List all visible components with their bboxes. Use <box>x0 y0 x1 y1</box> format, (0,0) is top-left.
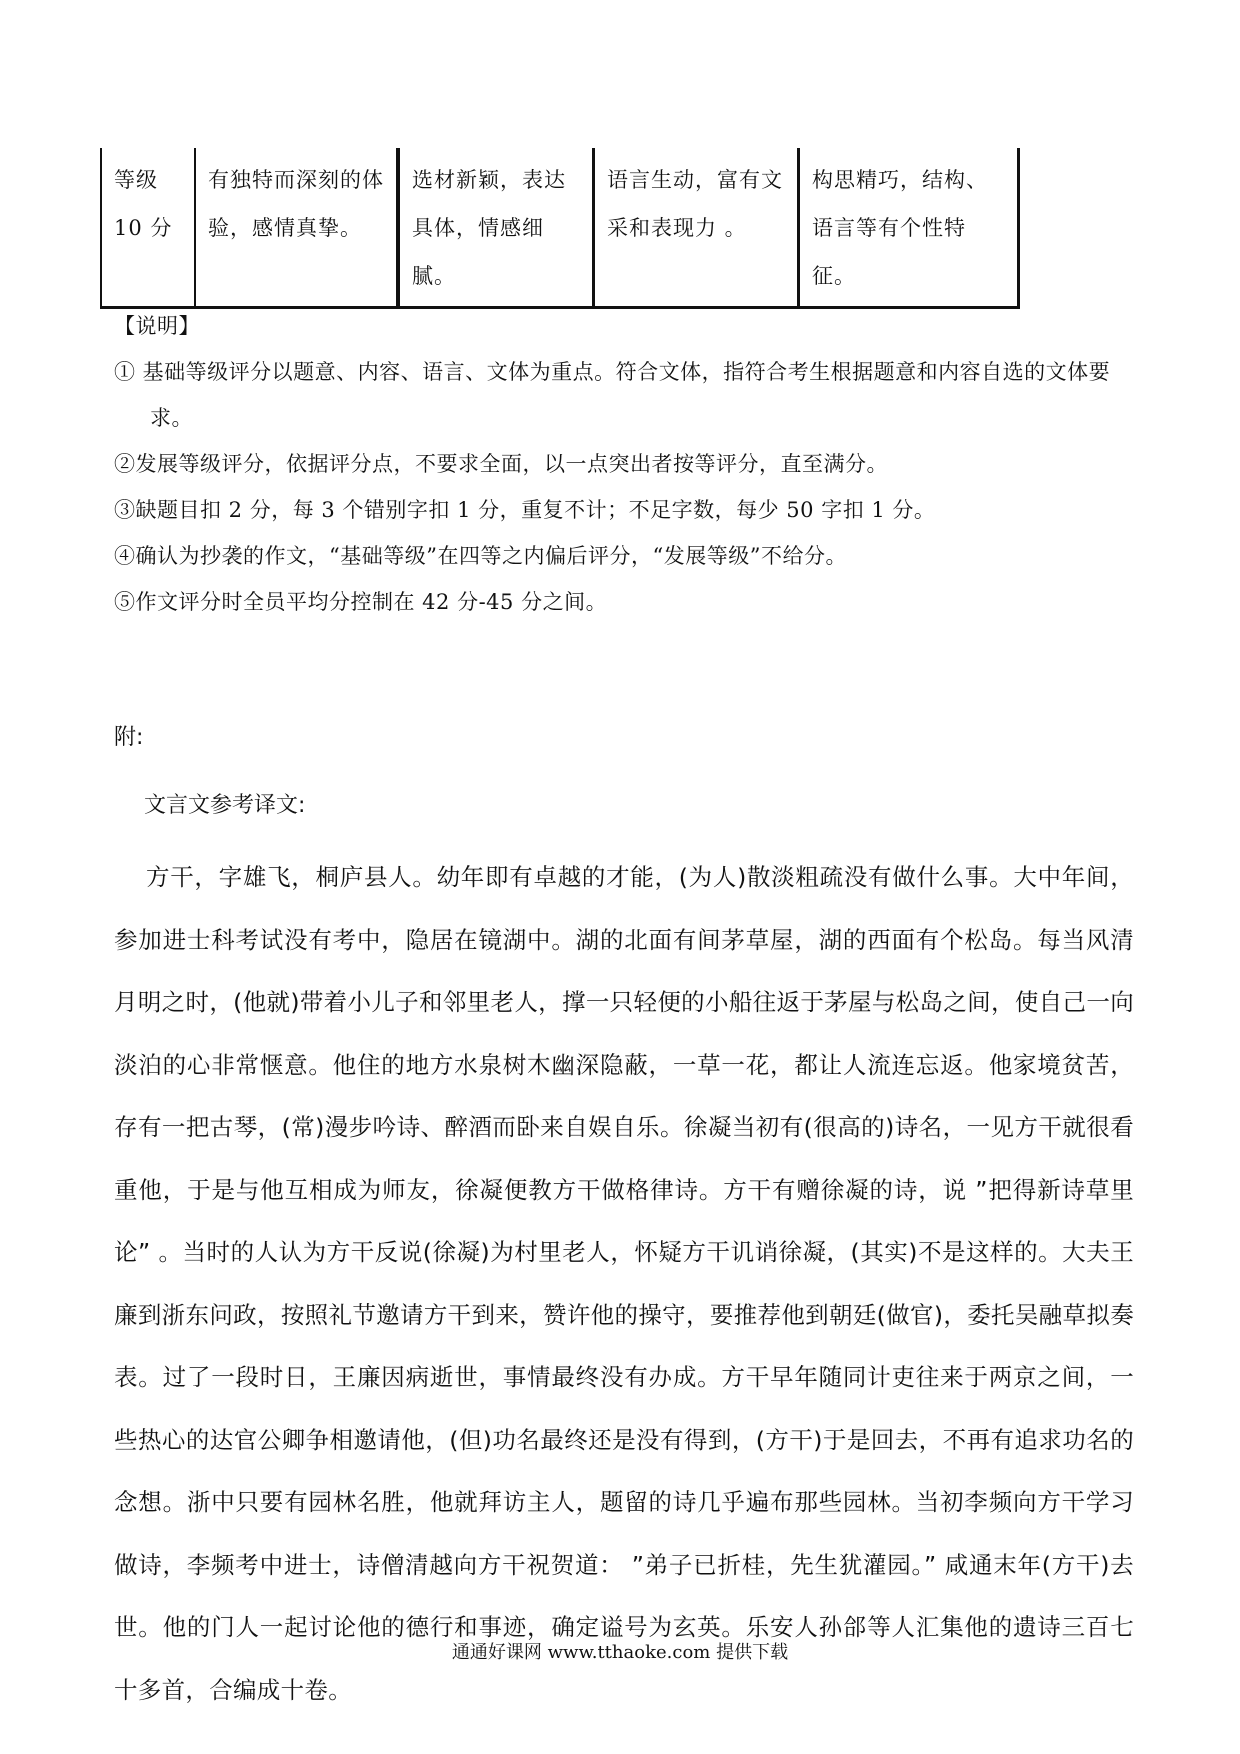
note-item-1: ① 基础等级评分以题意、内容、语言、文体为重点。符合文体，指符合考生根据题意和内容自选的文体要求。 <box>114 360 1111 430</box>
appendix-subtitle: 文言文参考译文: <box>144 793 306 818</box>
notes-heading: 【说明】 <box>114 314 200 338</box>
table-cell-language: 语言生动，富有文采和表现力 。 <box>594 148 799 308</box>
note-item-5: ⑤作文评分时全员平均分控制在 42 分-45 分之间。 <box>114 590 608 614</box>
table-cell-material: 选材新颖，表达具体，情感细腻。 <box>398 148 594 308</box>
table-cell-structure: 构思精巧，结构、语言等有个性特征。 <box>799 148 1019 308</box>
appendix-section <box>114 718 1134 1721</box>
grading-table <box>100 148 1020 309</box>
page-footer: 通通好课网 www.tthaoke.com 提供下载 <box>451 1642 789 1663</box>
table-row <box>101 148 1019 308</box>
note-item-3: ③缺题目扣 2 分，每 3 个错别字扣 1 分，重复不计；不足字数，每少 50 字扣 1 分。 <box>114 498 936 522</box>
appendix-label: 附: <box>114 725 144 750</box>
note-item-2: ②发展等级评分，依据评分点，不要求全面，以一点突出者按等评分，直至满分。 <box>114 452 888 476</box>
table-cell-grade: 等级10 分 <box>101 148 195 308</box>
table-cell-experience: 有独特而深刻的体验，感情真挚。 <box>195 148 398 308</box>
note-item-4: ④确认为抄袭的作文，“基础等级”在四等之内偏后评分，“发展等级”不给分。 <box>114 544 847 568</box>
notes-section <box>114 303 1134 625</box>
translation-paragraph: 方干，字雄飞，桐庐县人。幼年即有卓越的才能，(为人)散淡粗疏没有做什么事。大中年间，参加进士科考试没有考中，隐居在镜湖中。湖的北面有间茅草屋，湖的西面有个松岛。每当风清月明之时，(他就)带着小儿子和邻里老人，撑一只轻便的小船往返于茅屋与松岛之间，使自己一向淡泊的心非常惬意。他住的地方水泉树木幽深隐蔽，一草一花，都让人流连忘返。他家境贫苦，存有一把古琴，(常)漫步吟诗、醉酒而卧来自娱自乐。徐凝当初有(很高的)诗名，一见方干就很看重他，于是与他互相成为师友，徐凝便教方干做格律诗。方干有赠徐凝的诗，说 ”把得新诗草里论” 。当时的人认为方干反说(徐凝)为村里老人，怀疑方干讥诮徐凝，(其实)不是这样的。大夫王廉到浙东问政，按照礼节邀请方干到来，赞许他的操守，要推荐他到朝廷(做官)，委托吴融草拟奏表。过了一段时日，王廉因病逝世，事情最终没有办成。方干早年随同计吏往来于两京之间，一些热心的达官公卿争相邀请他，(但)功名最终还是没有得到，(方干)于是回去，不再有追求功名的念想。浙中只要有园林名胜，他就拜访主人，题留的诗几乎遍布那些园林。当初李频向方干学习做诗，李频考中进士，诗僧清越向方干祝贺道： ”弟子已折桂，先生犹灌园。” 咸通末年(方干)去世。他的门人一起讨论他的德行和事迹，确定谥号为玄英。乐安人孙郃等人汇集他的遗诗三百七十多首，合编成十卷。 <box>114 863 1134 1704</box>
